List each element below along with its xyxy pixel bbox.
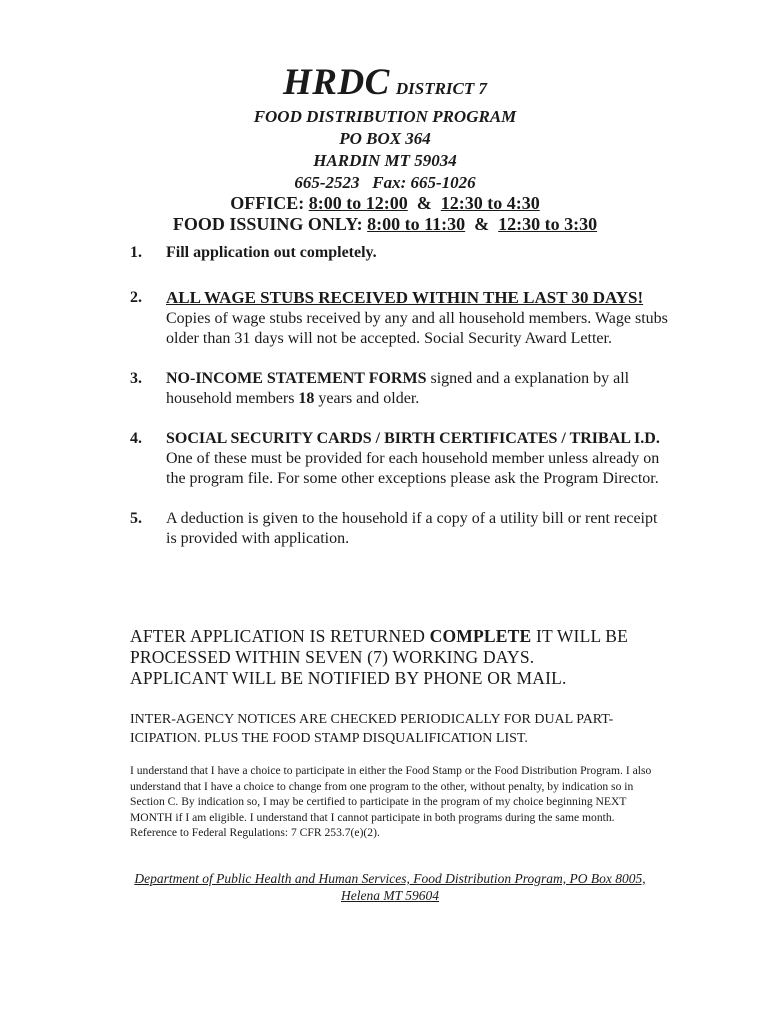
item-number: 3. xyxy=(130,370,142,387)
list-item xyxy=(130,288,670,349)
phone-number: 665-2523 xyxy=(294,173,360,192)
fax-label: Fax: xyxy=(372,173,407,192)
item-heading: Fill application out completely. xyxy=(166,244,377,261)
list-item xyxy=(130,509,670,549)
fax-number: 665-1026 xyxy=(410,173,476,192)
office-hours-pm: 12:30 to 4:30 xyxy=(440,193,540,213)
office-label: OFFICE: xyxy=(230,193,305,213)
item-number: 1. xyxy=(130,244,142,261)
item-text: years and older. xyxy=(314,390,420,407)
item-text: Copies of wage stubs received by any and all household members. Wage stubs older than 31 days will not be accepted. Social Security Award Letter. xyxy=(166,310,668,347)
complete-emphasis: COMPLETE xyxy=(429,626,532,646)
footer-address xyxy=(120,870,660,904)
item-number: 4. xyxy=(130,430,142,447)
issuing-hours-am: 8:00 to 11:30 xyxy=(367,214,466,234)
item-heading: SOCIAL SECURITY CARDS / BIRTH CERTIFICATES / TRIBAL I.D. xyxy=(166,430,660,447)
item-heading: ALL WAGE STUBS RECEIVED WITHIN THE LAST 30 DAYS! xyxy=(166,288,644,307)
item-text: signed and a explanation by all household members xyxy=(166,370,630,407)
requirements-list xyxy=(130,243,670,549)
issuing-hours: FOOD ISSUING ONLY: 8:00 to 11:30 & 12:30 to 3:30 xyxy=(172,214,598,234)
processing-notice: AFTER APPLICATION IS RETURNED COMPLETE IT WILL BE PROCESSED WITHIN SEVEN (7) WORKING DAYS. APPLICANT WILL BE NOTIFIED BY PHONE OR MAIL. xyxy=(130,626,629,688)
list-item xyxy=(130,243,670,263)
list-item xyxy=(130,369,670,409)
inter-agency-notice: INTER-AGENCY NOTICES ARE CHECKED PERIODICALLY FOR DUAL PART-ICIPATION. PLUS THE FOOD STAMP DISQUALIFICATION LIST. xyxy=(130,712,614,746)
item-text: One of these must be provided for each household member unless already on the program file. For some other exceptions please ask the Program Director. xyxy=(166,450,660,487)
item-heading: NO-INCOME STATEMENT FORMS xyxy=(166,370,427,387)
issuing-hours-pm: 12:30 to 3:30 xyxy=(498,214,598,234)
office-hours-am: 8:00 to 12:00 xyxy=(308,193,408,213)
org-name: HRDC xyxy=(282,62,390,103)
po-box: PO BOX 364 xyxy=(339,129,431,148)
issuing-label: FOOD ISSUING ONLY: xyxy=(172,214,363,234)
item-age: 18 xyxy=(298,390,315,407)
program-choice-statement: I understand that I have a choice to participate in either the Food Stamp or the Food Distribution Program. I also understand that I have a choice to change from one program to the other, without penalty, by indication so in Section C. By indication so, I may be certified to participate in the program of my choice beginning NEXT MONTH if I am eligible. I understand that I cannot participate in both programs during the same month. Reference to Federal Regulations: 7 CFR 253.7(e)(2). xyxy=(130,764,652,840)
item-number: 5. xyxy=(130,510,142,527)
office-hours: OFFICE: 8:00 to 12:00 & 12:30 to 4:30 xyxy=(230,193,540,213)
footer-line-2: Helena MT 59604 xyxy=(341,888,439,903)
item-text: A deduction is given to the household if a copy of a utility bill or rent receipt is provided with application. xyxy=(166,510,658,547)
district-label: DISTRICT 7 xyxy=(395,79,488,98)
item-number: 2. xyxy=(130,289,142,306)
letterhead xyxy=(0,64,770,235)
footer-line-1: Department of Public Health and Human Services, Food Distribution Program, PO Box 8005, xyxy=(134,871,646,886)
program-name: FOOD DISTRIBUTION PROGRAM xyxy=(253,107,517,126)
city-address: HARDIN MT 59034 xyxy=(313,151,457,170)
list-item xyxy=(130,429,670,489)
phone-fax xyxy=(0,173,770,193)
